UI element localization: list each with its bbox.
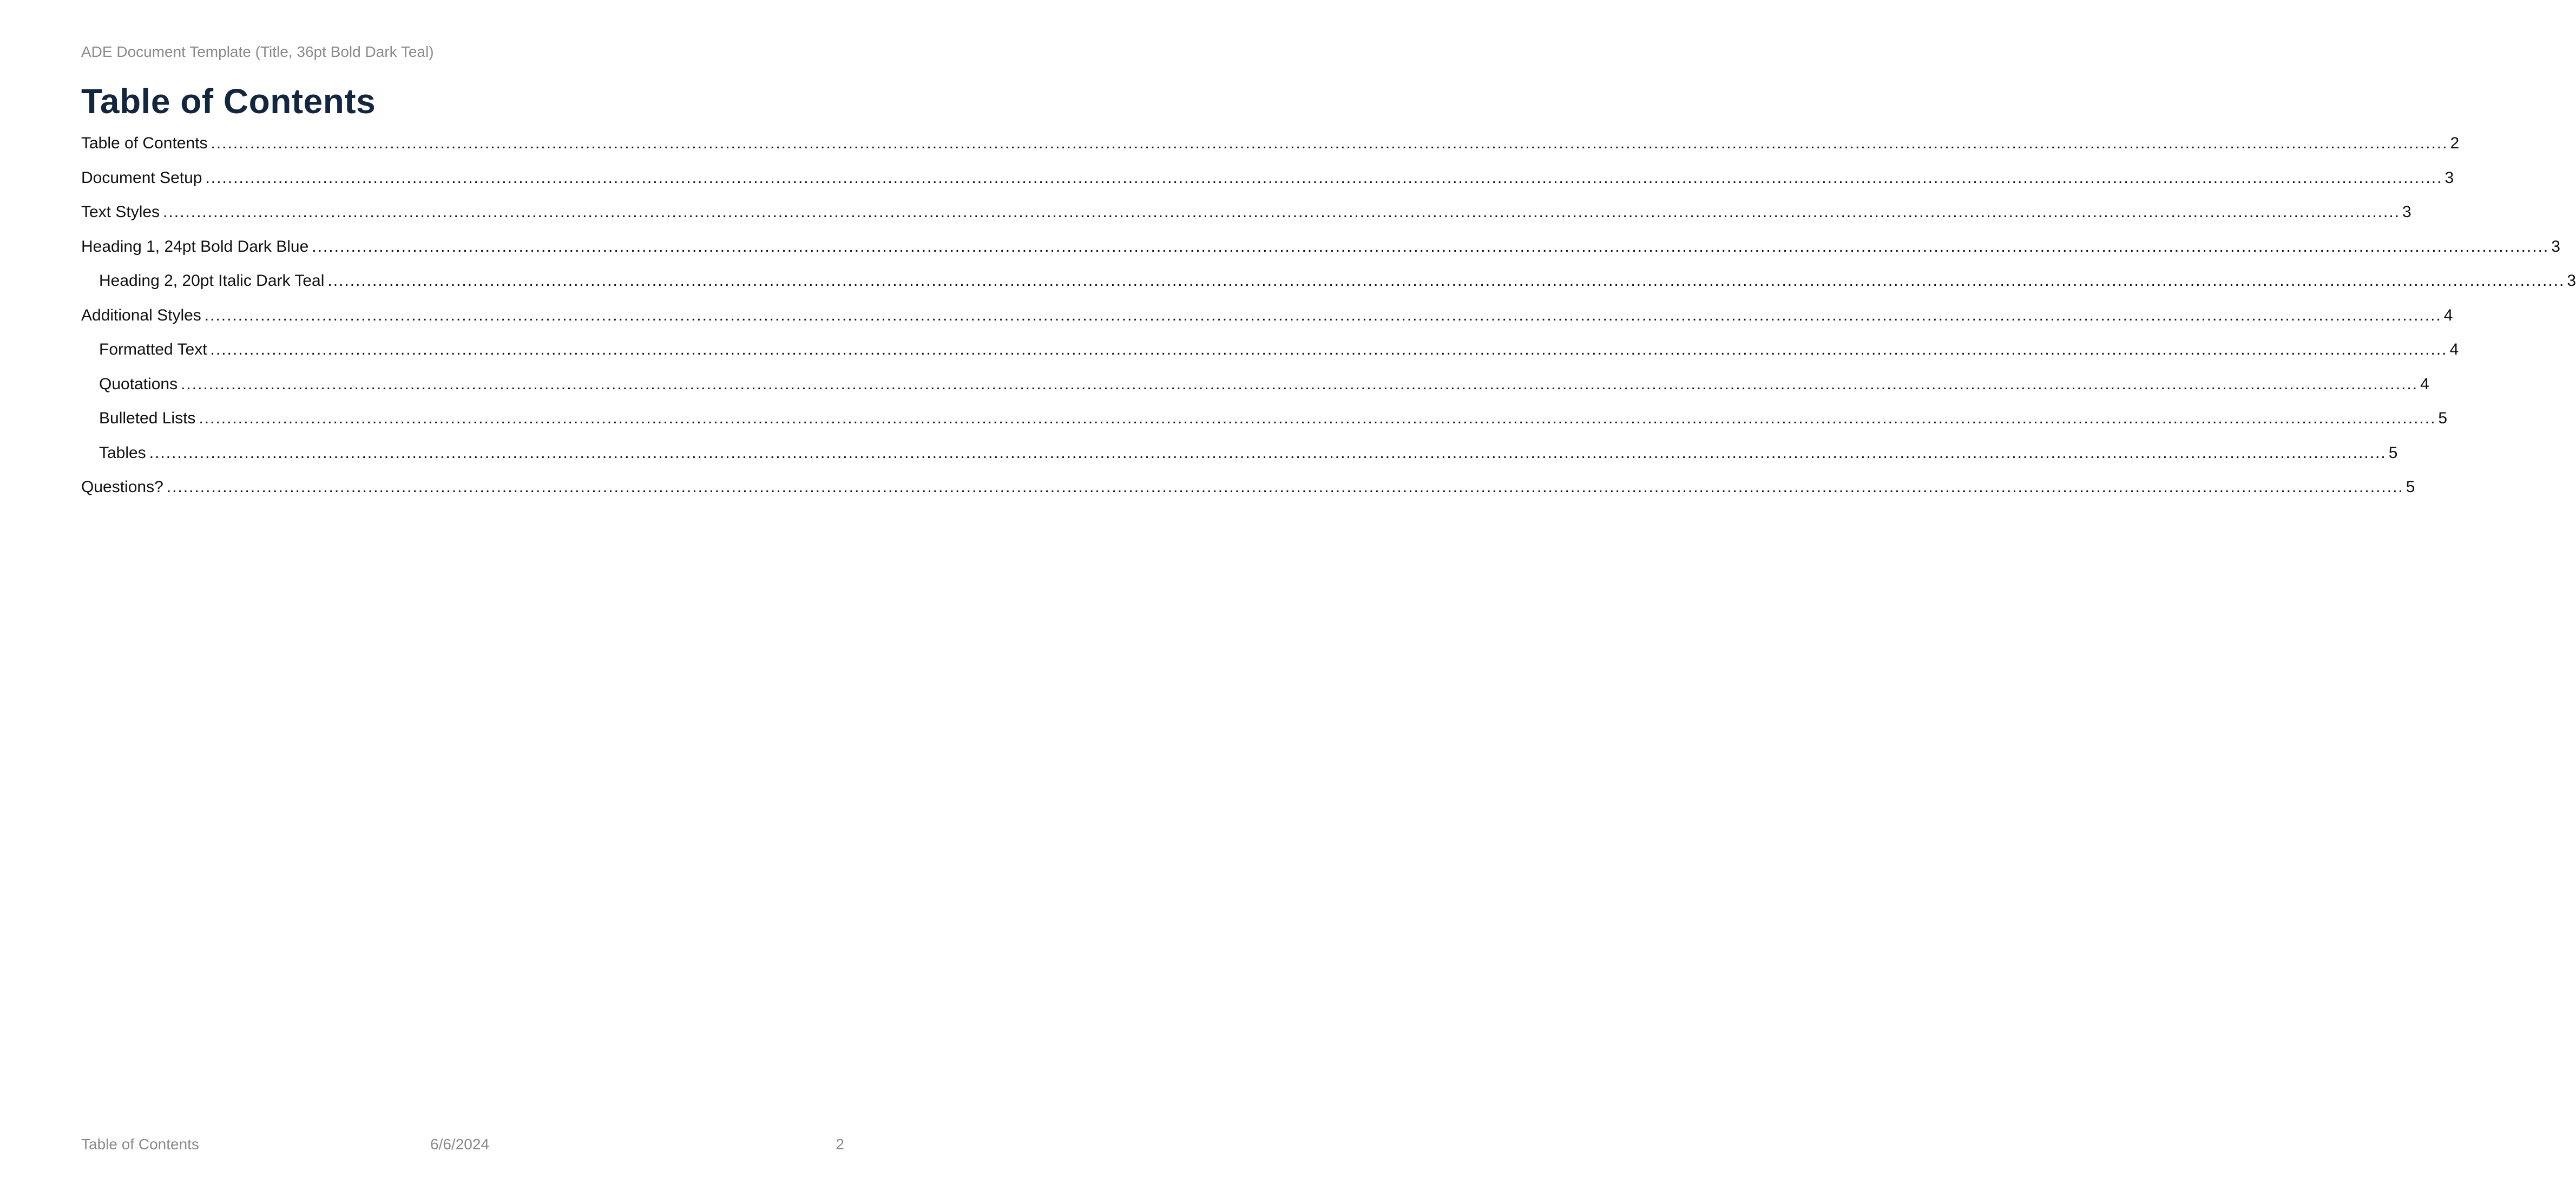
page-title: Table of Contents	[81, 82, 376, 121]
toc-dot-leader: ................................................................................................................................................................................................................................................................................................................................................................................................................	[149, 443, 2387, 462]
toc-entry-label: Questions?	[81, 478, 163, 496]
toc-entry-heading-2[interactable]	[81, 272, 2576, 306]
toc-entry-tables[interactable]	[81, 443, 2398, 479]
toc-entry-label: Additional Styles	[81, 306, 201, 324]
toc-entry-label: Quotations	[99, 375, 178, 393]
footer-section-title: Table of Contents	[81, 1136, 199, 1153]
toc-entry-label: Heading 1, 24pt Bold Dark Blue	[81, 237, 309, 256]
toc-entry-page: 4	[2443, 306, 2453, 324]
toc-dot-leader: ................................................................................................................................................................................................................................................................................................................................................................................................................	[166, 478, 2404, 496]
toc-dot-leader: ................................................................................................................................................................................................................................................................................................................................................................................................................	[163, 203, 2401, 221]
toc-entry-additional-styles[interactable]	[81, 306, 2453, 341]
toc-entry-page: 3	[2444, 168, 2454, 187]
toc-entry-label: Bulleted Lists	[99, 409, 196, 427]
toc-entry-label: Table of Contents	[81, 134, 208, 152]
toc-entry-label: Text Styles	[81, 203, 160, 221]
toc-entry-page: 3	[2402, 203, 2411, 221]
toc-entry-formatted-text[interactable]	[81, 341, 2459, 375]
toc-entry-text-styles[interactable]	[81, 203, 2411, 238]
toc-entry-page: 5	[2438, 409, 2448, 427]
toc-dot-leader: ................................................................................................................................................................................................................................................................................................................................................................................................................	[199, 409, 2436, 427]
toc-entry-heading-1[interactable]	[81, 237, 2560, 272]
toc-dot-leader: ................................................................................................................................................................................................................................................................................................................................................................................................................	[327, 272, 2565, 290]
toc-entry-page: 5	[2406, 478, 2415, 496]
toc-entry-questions[interactable]	[81, 478, 2415, 513]
toc-entry-page: 4	[2420, 375, 2429, 393]
toc-dot-leader: ................................................................................................................................................................................................................................................................................................................................................................................................................	[204, 306, 2442, 324]
footer-date: 6/6/2024	[430, 1136, 489, 1153]
toc-entry-label: Heading 2, 20pt Italic Dark Teal	[99, 272, 325, 290]
footer-page-number: 2	[836, 1136, 844, 1153]
toc-entry-page: 3	[2567, 272, 2576, 290]
toc-entry-page: 4	[2449, 341, 2459, 358]
toc-entry-label: Formatted Text	[99, 341, 207, 358]
toc-entry-page: 2	[2450, 134, 2460, 152]
toc-dot-leader: ................................................................................................................................................................................................................................................................................................................................................................................................................	[211, 134, 2448, 152]
toc-entry-page: 5	[2388, 443, 2398, 462]
toc-entry-quotations[interactable]	[81, 375, 2429, 410]
toc-entry-bulleted-lists[interactable]	[81, 409, 2448, 444]
toc-dot-leader: ................................................................................................................................................................................................................................................................................................................................................................................................................	[312, 237, 2549, 256]
table-of-contents	[81, 134, 2576, 513]
toc-entry-table-of-contents[interactable]	[81, 134, 2460, 169]
toc-dot-leader: ................................................................................................................................................................................................................................................................................................................................................................................................................	[181, 375, 2419, 393]
toc-entry-page: 3	[2551, 237, 2560, 256]
toc-entry-label: Document Setup	[81, 168, 202, 187]
toc-entry-document-setup[interactable]	[81, 168, 2454, 204]
toc-entry-label: Tables	[99, 443, 146, 462]
toc-dot-leader: ................................................................................................................................................................................................................................................................................................................................................................................................................	[210, 341, 2448, 358]
page-header: ADE Document Template (Title, 36pt Bold Dark Teal)	[81, 43, 434, 60]
toc-dot-leader: ................................................................................................................................................................................................................................................................................................................................................................................................................	[205, 168, 2443, 187]
